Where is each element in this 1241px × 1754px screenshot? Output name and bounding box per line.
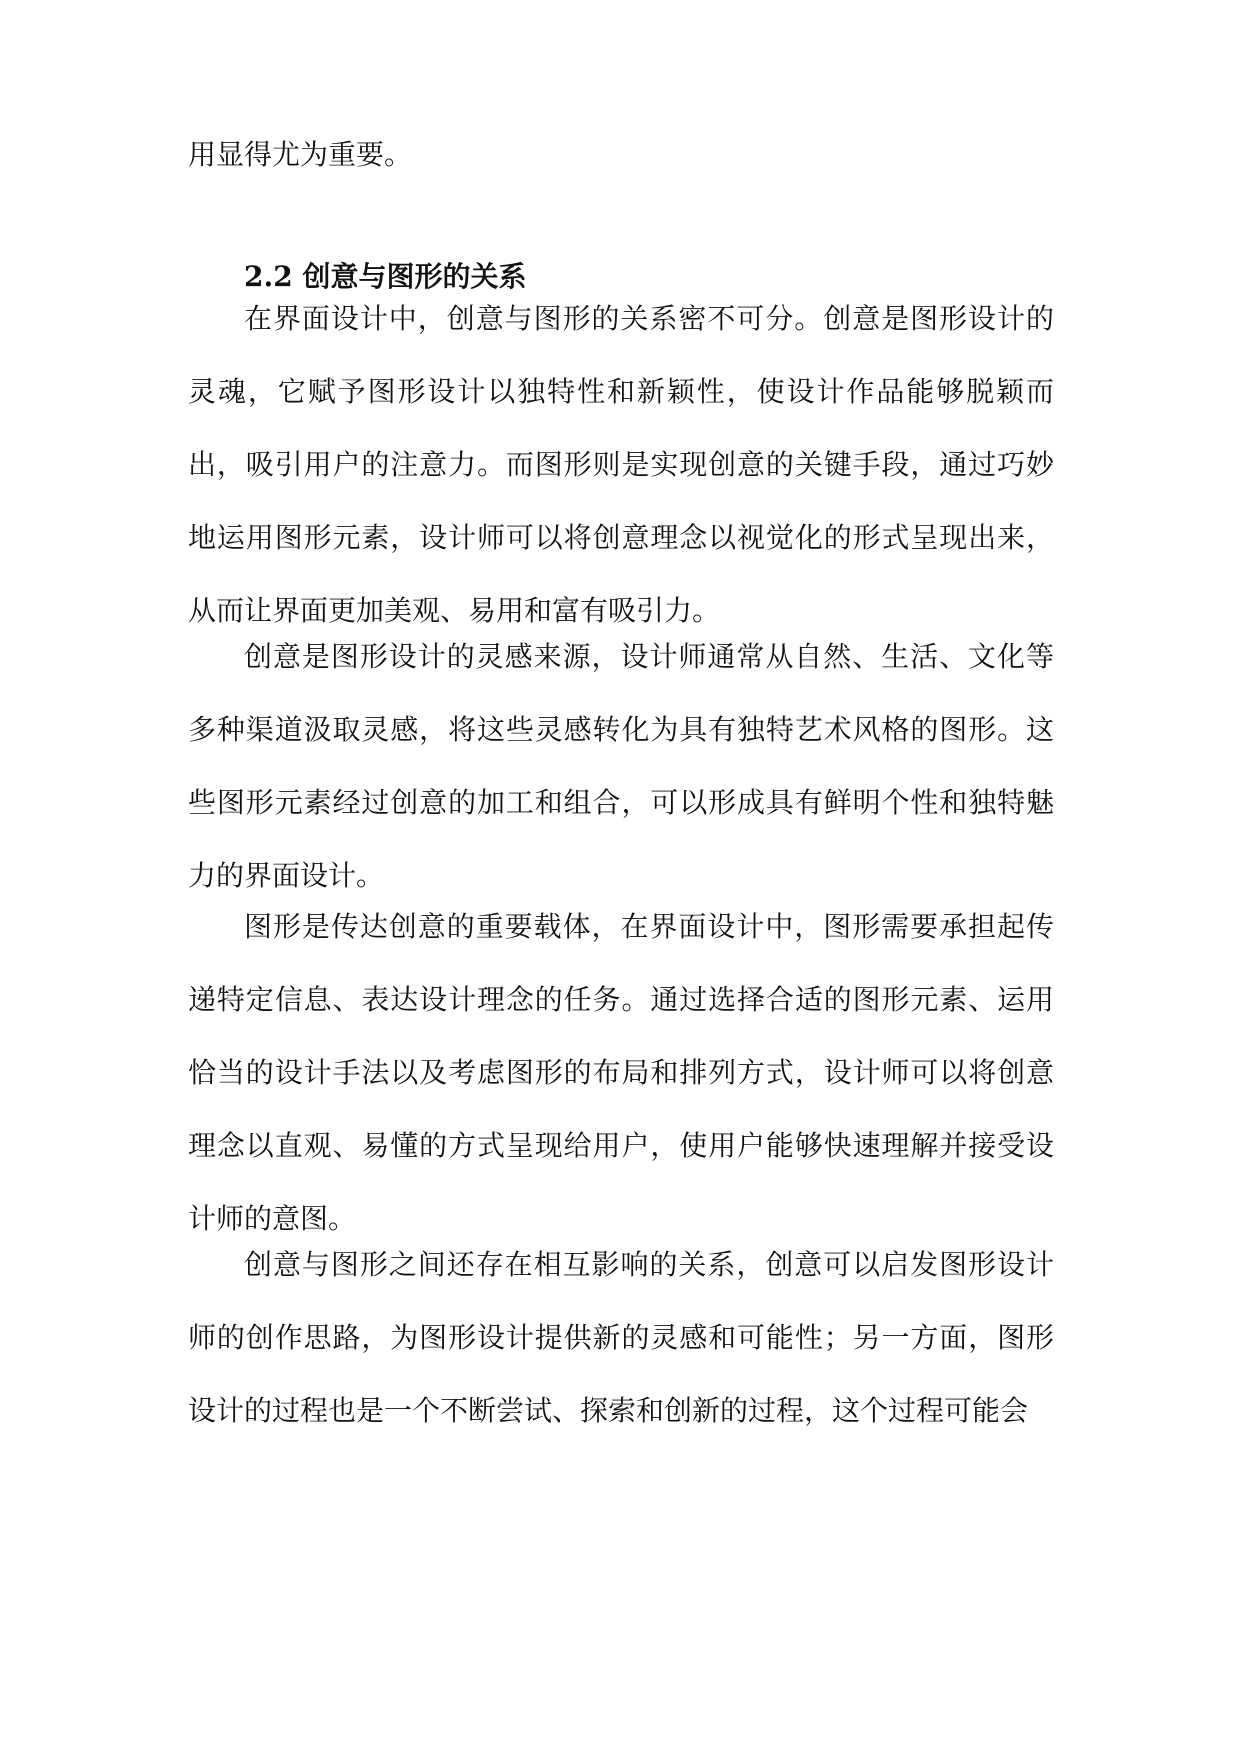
paragraph-4: 创意与图形之间还存在相互影响的关系，创意可以启发图形设计师的创作思路，为图形设计提供新的灵感和可能性；另一方面，图形设计的过程也是一个不断尝试、探索和创新的过程，这个过程可能会 [188,1248,1054,1427]
continuation-text: 用显得尤为重要。 [188,138,413,171]
paragraph-2: 创意是图形设计的灵感来源，设计师通常从自然、生活、文化等多种渠道汲取灵感，将这些灵感转化为具有独特艺术风格的图形。这些图形元素经过创意的加工和组合，可以形成具有鲜明个性和独特魅力的界面设计。 [188,640,1054,892]
section-heading: 2.2 创意与图形的关系 [244,260,527,293]
paragraph-1: 在界面设计中，创意与图形的关系密不可分。创意是图形设计的灵魂，它赋予图形设计以独特性和新颖性，使设计作品能够脱颖而出，吸引用户的注意力。而图形则是实现创意的关键手段，通过巧妙地运用图形元素，设计师可以将创意理念以视觉化的形式呈现出来，从而让界面更加美观、易用和富有吸引力。 [188,302,1054,627]
paragraph-3: 图形是传达创意的重要载体，在界面设计中，图形需要承担起传递特定信息、表达设计理念的任务。通过选择合适的图形元素、运用恰当的设计手法以及考虑图形的布局和排列方式，设计师可以将创意理念以直观、易懂的方式呈现给用户，使用户能够快速理解并接受设计师的意图。 [188,910,1054,1235]
